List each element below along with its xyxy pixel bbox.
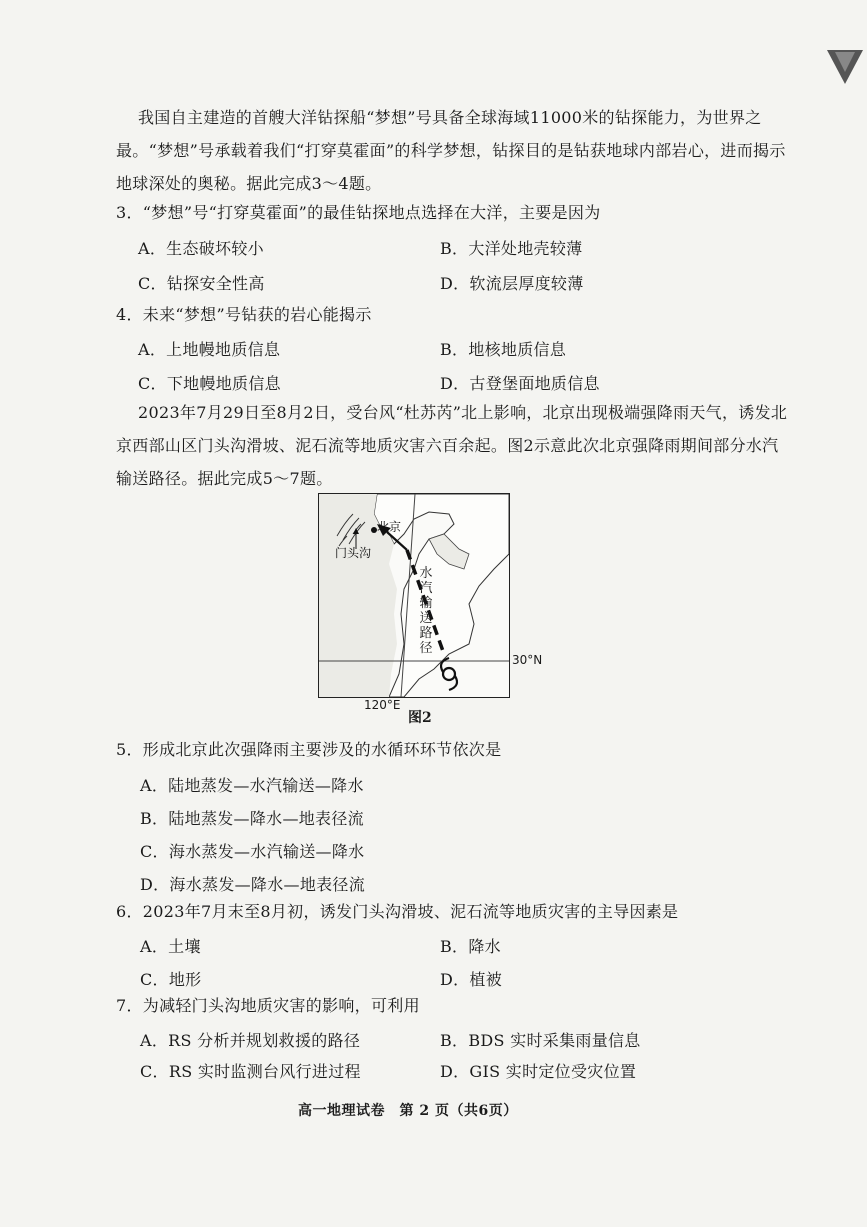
q3-option-c: C．钻探安全性高 [138, 274, 265, 293]
q5-option-a: A．陆地蒸发—水汽输送—降水 [140, 776, 364, 795]
q5-option-c: C．海水蒸发—水汽输送—降水 [140, 842, 365, 861]
q4-option-b: B．地核地质信息 [440, 340, 567, 359]
q6-option-d: D．植被 [440, 970, 503, 989]
longitude-label: 120°E [364, 698, 401, 712]
q4-option-c: C．下地幔地质信息 [138, 374, 281, 393]
passage-2 [116, 396, 792, 495]
figure-caption: 图2 [408, 710, 432, 726]
typhoon-icon [441, 658, 457, 690]
question-7-stem: 7．为减轻门头沟地质灾害的影响，可利用 [116, 996, 420, 1015]
corner-mark-icon [823, 44, 867, 88]
q7-option-c: C．RS 实时监测台风行进过程 [140, 1062, 361, 1081]
q6-option-b: B．降水 [440, 937, 501, 956]
figure-2-map [318, 493, 510, 698]
q4-option-d: D．古登堡面地质信息 [440, 374, 600, 393]
q5-option-d: D．海水蒸发—降水—地表径流 [140, 875, 366, 894]
q3-option-b: B．大洋处地壳较薄 [440, 239, 583, 258]
passage-1 [116, 101, 792, 200]
question-5-stem: 5．形成北京此次强降雨主要涉及的水循环环节依次是 [116, 740, 502, 759]
q3-option-a: A．生态破坏较小 [138, 239, 264, 258]
page-footer: 高一地理试卷 第 2 页（共6页） [298, 1103, 518, 1119]
q6-option-a: A．土壤 [140, 937, 201, 956]
q7-option-a: A．RS 分析并规划救援的路径 [140, 1031, 361, 1050]
beijing-label: 北京 [377, 520, 402, 534]
q7-option-d: D．GIS 实时定位受灾位置 [440, 1062, 637, 1081]
q6-option-c: C．地形 [140, 970, 202, 989]
route-label: 水汽输送路径 [419, 566, 433, 656]
q4-option-a: A．上地幔地质信息 [138, 340, 281, 359]
passage-1-text: 我国自主建造的首艘大洋钻探船“梦想”号具备全球海域11000米的钻探能力，为世界之最。“梦想”号承载着我们“打穿莫霍面”的科学梦想，钻探目的是钻获地球内部岩心，进而揭示地球深处的奥秘。据此完成3～4题。 [116, 108, 786, 193]
latitude-label: 30°N [512, 653, 543, 667]
mentougou-label: 门头沟 [335, 546, 372, 560]
question-3-stem: 3．“梦想”号“打穿莫霍面”的最佳钻探地点选择在大洋，主要是因为 [116, 203, 601, 222]
q7-option-b: B．BDS 实时采集雨量信息 [440, 1031, 641, 1050]
q5-option-b: B．陆地蒸发—降水—地表径流 [140, 809, 364, 828]
question-4-stem: 4．未来“梦想”号钻获的岩心能揭示 [116, 305, 372, 324]
question-6-stem: 6．2023年7月末至8月初，诱发门头沟滑坡、泥石流等地质灾害的主导因素是 [116, 902, 679, 921]
passage-2-text: 2023年7月29日至8月2日，受台风“杜苏芮”北上影响，北京出现极端强降雨天气，诱发北京西部山区门头沟滑坡、泥石流等地质灾害六百余起。图2示意此次北京强降雨期间部分水汽输送路径。据此完成5～7题。 [116, 403, 788, 488]
q3-option-d: D．软流层厚度较薄 [440, 274, 584, 293]
